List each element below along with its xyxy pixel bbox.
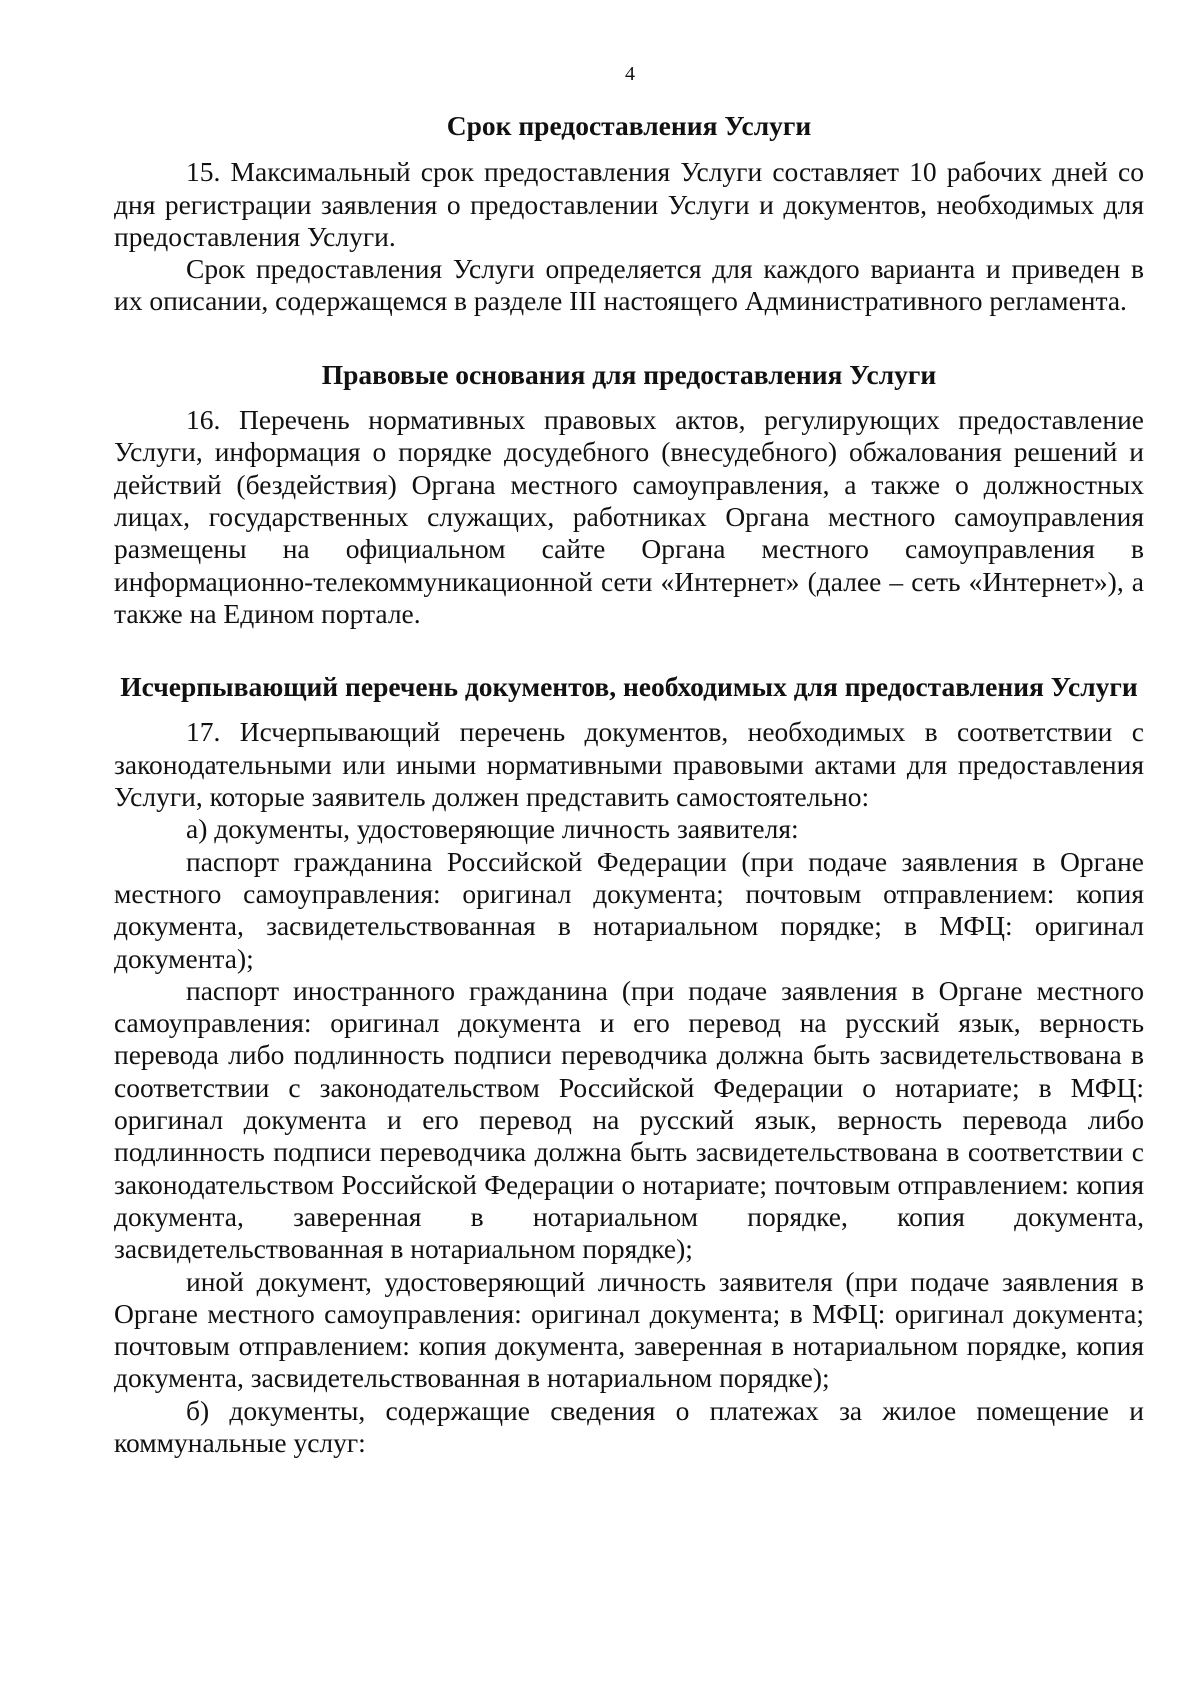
page-number: 4: [625, 63, 635, 85]
paragraph-16: 16. Перечень нормативных правовых актов, регулирующих предоставление Услуги, информация о порядке досудебного (внесудебного) обжалования решений и действий (бездействия) Органа местного самоуправления, а также о должностных лицах, государственных служащих, работниках Органа местного самоуправления размещены на официальном сайте Органа местного самоуправления в информационно-телекоммуникационной сети «Интернет» (далее – сеть «Интернет»), а также на Едином портале.: [114, 404, 1144, 629]
paragraph-foreign-passport: паспорт иностранного гражданина (при подаче заявления в Органе местного самоуправления: оригинал документа и его перевод на русский язык, верность перевода либо подлинность подписи переводчика должна быть засвидетельствована в соответствии с законодательством Российской Федерации о нотариате; в МФЦ: оригинал документа и его перевод на русский язык, верность перевода либо подлинность подписи переводчика должна быть засвидетельствована в соответствии с законодательством Российской Федерации о нотариате; почтовым отправлением: копия документа, заверенная в нотариальном порядке, копия документа, засвидетельствованная в нотариальном порядке);: [114, 974, 1144, 1265]
section-heading-term: Срок предоставления Услуги: [446, 110, 812, 141]
paragraph-other-id-document: иной документ, удостоверяющий личность заявителя (при подаче заявления в Органе местного самоуправления: оригинал документа; в МФЦ: оригинал документа; почтовым отправлением: копия документа, заверенная в нотариальном порядке, копия документа, засвидетельствованная в нотариальном порядке);: [114, 1265, 1144, 1394]
paragraph-17-a: а) документы, удостоверяющие личность заявителя:: [186, 813, 799, 845]
section-heading-documents-list: Исчерпывающий перечень документов, необходимых для предоставления Услуги: [120, 671, 1138, 703]
paragraph-17-b: б) документы, содержащие сведения о платежах за жилое помещение и коммунальные услуг:: [114, 1394, 1144, 1458]
paragraph-russian-passport: паспорт гражданина Российской Федерации (при подаче заявления в Органе местного самоуправления: оригинал документа; почтовым отправлением: копия документа, засвидетельствованная в нотариальном порядке; в МФЦ: оригинал документа);: [114, 845, 1144, 974]
document-page: [114, 62, 1144, 1459]
paragraph-term-variants: Срок предоставления Услуги определяется для каждого варианта и приведен в их описании, содержащемся в разделе III настоящего Административного регламента.: [114, 253, 1144, 317]
paragraph-17: 17. Исчерпывающий перечень документов, необходимых в соответствии с законодательными или иными нормативными правовыми актами для предоставления Услуги, которые заявитель должен представить самостоятельно:: [114, 716, 1144, 813]
paragraph-15: 15. Максимальный срок предоставления Услуги составляет 10 рабочих дней со дня регистрации заявления о предоставлении Услуги и документов, необходимых для предоставления Услуги.: [114, 156, 1144, 252]
section-heading-legal-grounds: Правовые основания для предоставления Услуги: [321, 358, 937, 390]
